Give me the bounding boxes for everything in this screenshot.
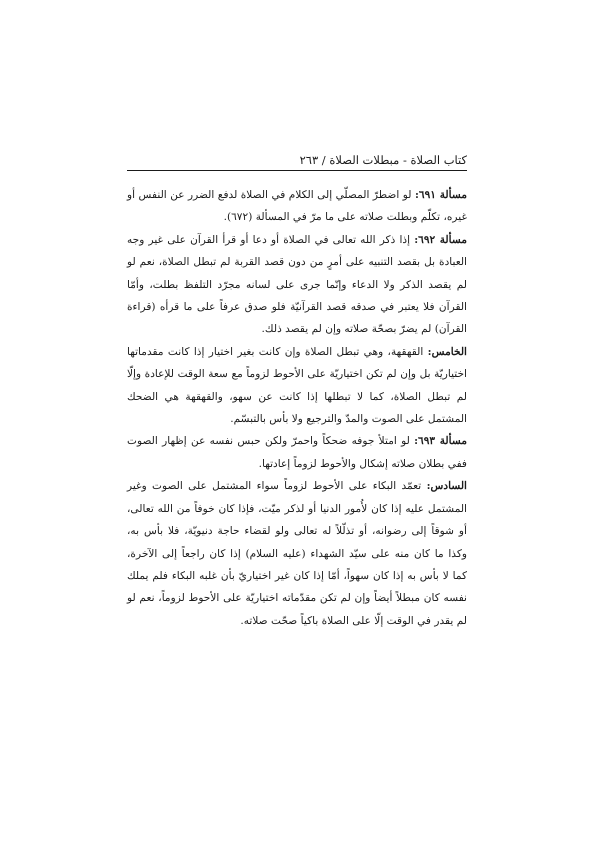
- paragraph-lead: مسألة ٦٩٣:: [414, 435, 468, 448]
- paragraph-lead: الخامس:: [427, 345, 467, 358]
- page-body: [127, 184, 467, 632]
- paragraph-text: إذا ذكر الله تعالى في الصلاة أو دعا أو قرأ القرآن على غير وجه العبادة بل بقصد التنبيه على أمرٍ من دون قصد القربة لم تبطل الصلاة، نعم لو لم يقصد الذكر ولا الدعاء وإنّما جرى على لسانه مجرّد التلفظ بطلت، وأمّا القرآن فلا يعتبر في صدقه قصد القرآنيّة فلو صدق عرفاً على ما قرأه (قراءة القرآن) لم يضرّ بصحّة صلاته وإن لم يقصد ذلك.: [127, 233, 467, 336]
- paragraph-lead: مسألة ٦٩١:: [414, 189, 468, 201]
- running-head: كتاب الصلاة - مبطلات الصلاة / ٢٦٣: [299, 153, 467, 167]
- page-header: [127, 152, 467, 171]
- paragraph-text: تعمّد البكاء على الأحوط لزوماً سواء المشتمل على الصوت وغير المشتمل عليه إذا كان لأُمور الدنيا أو لذكر ميّت، فإذا كان خوفاً من الله تعالى، أو شوقاً إلى رضوانه، أو تذلّلاً له تعالى ولو لقضاء حاجة دنيويّة، فلا بأس به، وكذا ما كان منه على سيّد الشهداء (عليه السلام) إذا كان راجعاً إلى الآخرة، كما لا بأس به إذا كان سهواً، أمّا إذا كان غير اختياريّ بأن غلبه البكاء فلم يملك نفسه كان مبطلاً أيضاً وإن لم تكن مقدّماته اختياريّة على الأحوط لزوماً، نعم لو لم يقدر في الوقت إلّا على الصلاة باكياً صحّت صلاته.: [127, 480, 467, 627]
- paragraph-text: لو اضطرّ المصلّي إلى الكلام في الصلاة لدفع الضرر عن النفس أو غيره، تكلّم وبطلت صلاته على ما مرّ في المسألة (٦٧٢).: [127, 189, 467, 224]
- paragraph-lead: مسألة ٦٩٢:: [414, 233, 467, 246]
- paragraph-masala-691: [127, 184, 467, 229]
- paragraph-lead: السادس:: [426, 480, 467, 493]
- paragraph-sixth: [127, 475, 467, 632]
- paragraph-text: لو امتلأ جوفه ضحكاً واحمرّ ولكن حبس نفسه عن إظهار الصوت ففي بطلان صلاته إشكال والأحوط لزوماً إعادتها.: [127, 435, 467, 470]
- paragraph-masala-692: [127, 229, 467, 341]
- paragraph-text: القهقهة، وهي تبطل الصلاة وإن كانت بغير اختيار إذا كانت مقدماتها اختياريّة بل وإن لم تكن اختياريّة على الأحوط لزوماً مع سعة الوقت للإعادة وإلّا لم تبطل الصلاة، كما لا تبطلها إذا كانت عن سهو، والقهقهة هي الضحك المشتمل على الصوت والمدّ والترجيع ولا بأس بالتبسّم.: [127, 345, 467, 426]
- paragraph-masala-693: [127, 430, 467, 475]
- paragraph-fifth: [127, 341, 467, 431]
